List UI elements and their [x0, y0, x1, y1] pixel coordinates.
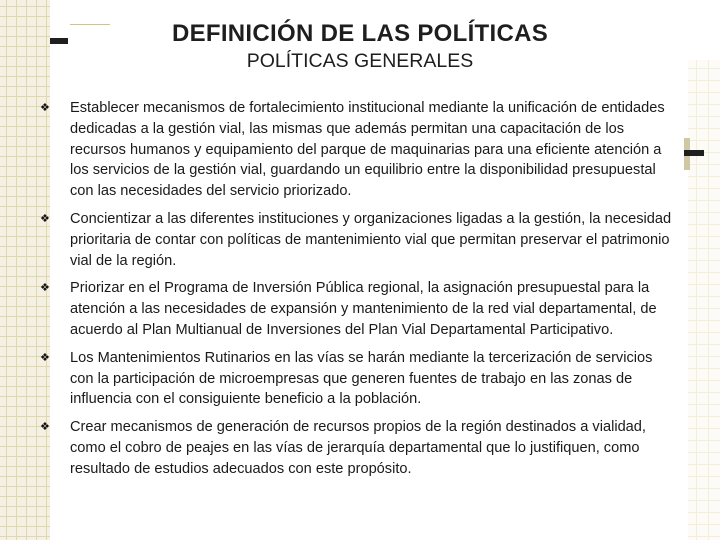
- bullet-text: Establecer mecanismos de fortalecimiento institucional mediante la unificación de entidades dedicadas a la gestión vial, las mismas que además permitan una capacitación de los recursos humanos y equipamiento del parque de maquinarias para una eficiente atención a los servicios de la gestión vial, guardando un equilibrio entre la disponibilidad presupuestal con las necesidades del servicio priorizado.: [70, 100, 665, 200]
- diamond-bullet-icon: ❖: [40, 282, 50, 295]
- decorative-line: [70, 24, 110, 25]
- decorative-stripe-right: [688, 60, 720, 540]
- bullet-list: [38, 98, 678, 487]
- bullet-text: Los Mantenimientos Rutinarios en las vías se harán mediante la tercerización de servicios con la participación de microempresas que generen fuentes de trabajo en las zonas de influencia con el consiguiente beneficio a la población.: [70, 349, 653, 408]
- decorative-dash-left: [50, 38, 68, 44]
- decorative-dash-right: [684, 150, 704, 156]
- slide-title: DEFINICIÓN DE LAS POLÍTICAS: [171, 20, 549, 47]
- diamond-bullet-icon: ❖: [40, 212, 50, 225]
- diamond-bullet-icon: ❖: [40, 351, 50, 364]
- slide-subtitle: POLÍTICAS GENERALES: [246, 50, 474, 72]
- bullet-text: Concientizar a las diferentes instituciones y organizaciones ligadas a la gestión, la necesidad prioritaria de contar con políticas de mantenimiento vial que permitan preservar el patrimonio vial de la región.: [70, 210, 672, 269]
- diamond-bullet-icon: ❖: [40, 421, 50, 434]
- bullet-item: [38, 417, 678, 479]
- bullet-item: [38, 209, 678, 271]
- bullet-item: [38, 278, 678, 340]
- diamond-bullet-icon: ❖: [40, 102, 50, 114]
- bullet-item: [38, 348, 678, 410]
- bullet-text: Crear mecanismos de generación de recursos propios de la región destinados a vialidad, como el cobro de peajes en las vías de jerarquía departamental que lo justifiquen, como resultado de estudios adecuados con este propósito.: [70, 419, 646, 477]
- bullet-text: Priorizar en el Programa de Inversión Pública regional, la asignación presupuestal para la atención a las necesidades de expansión y mantenimiento de la red vial departamental, de acuerdo al Plan Multianual de Inversiones del Plan Vial Departamental Participativo.: [70, 280, 657, 338]
- bullet-item: [38, 98, 678, 202]
